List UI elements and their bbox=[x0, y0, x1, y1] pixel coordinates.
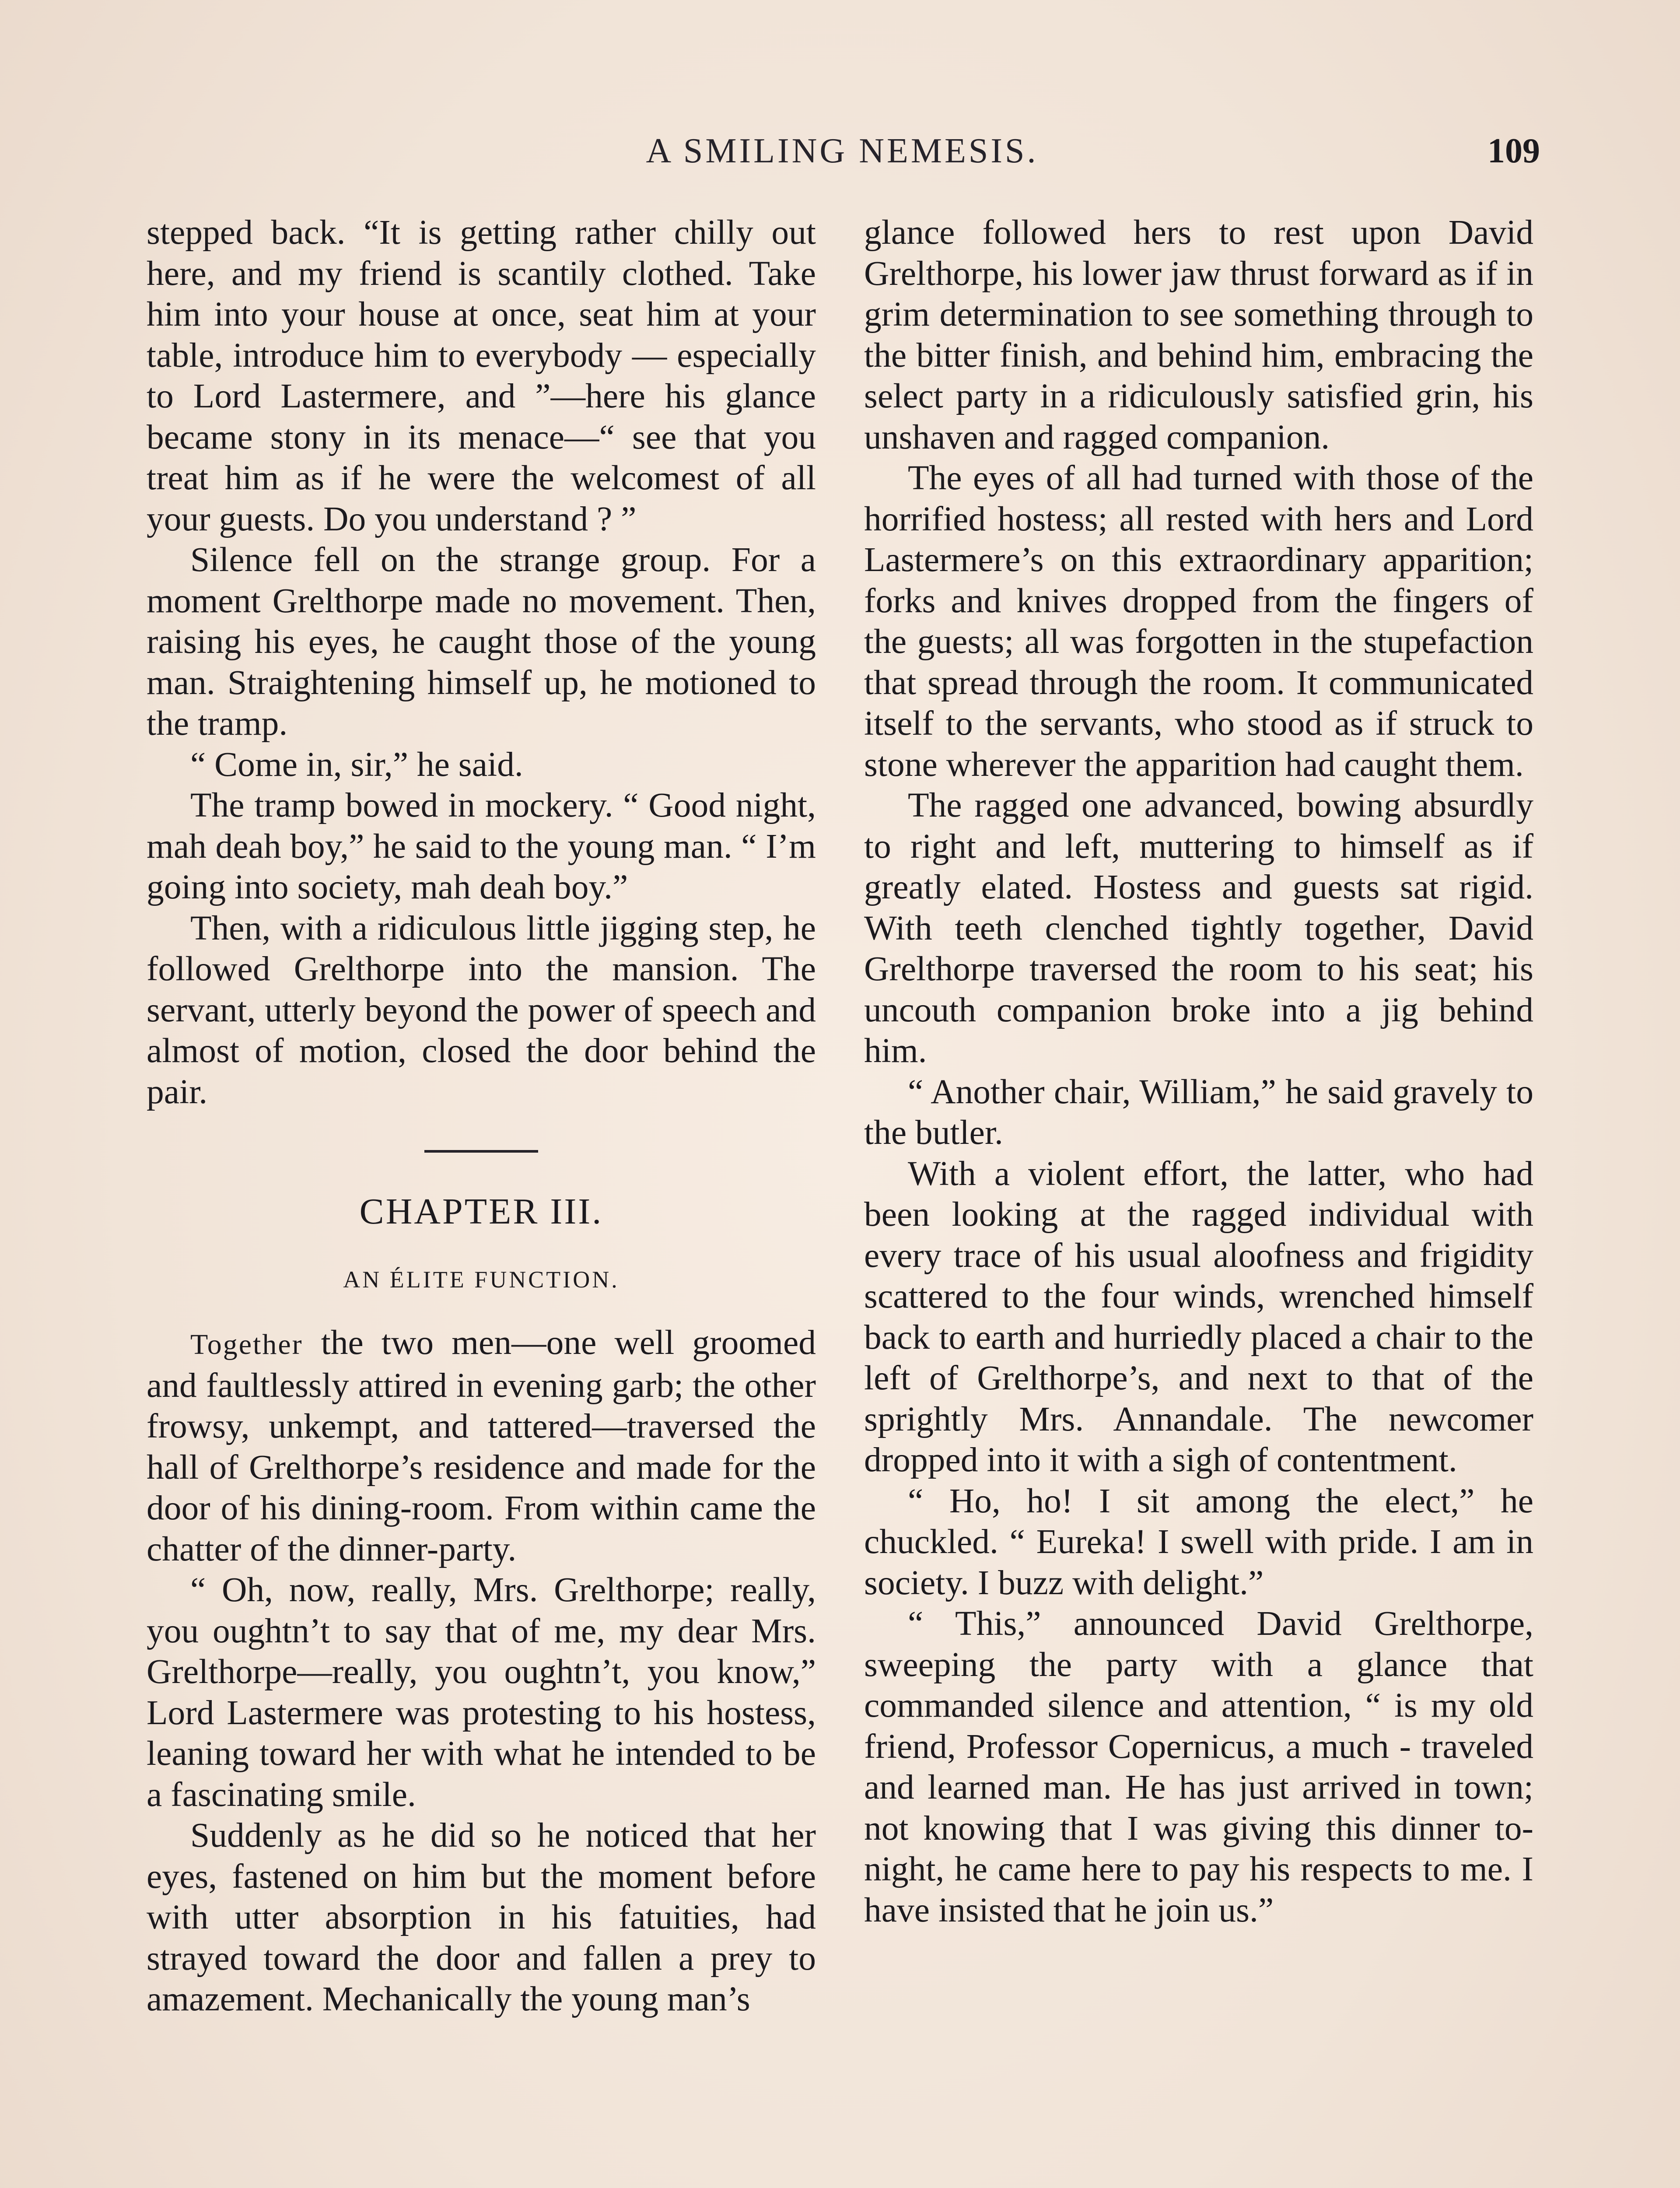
paragraph: Then, with a ridiculous little jigging step, he followed Grelthorpe into the mansion. The servant, utterly beyond the power of speech and almost of motion, closed the door behind the pair. bbox=[147, 908, 816, 1111]
paragraph: “ Come in, sir,” he said. bbox=[190, 745, 523, 784]
paragraph: With a violent effort, the latter, who had been looking at the ragged individual with every trace of his usual aloofness and frigidity scattered to the four winds, wrenched himself back to earth and hurriedly placed a chair to the left of Grelthorpe’s, and next to that of the sprightly Mrs. Annandale. The newcomer dropped into it with a sigh of contentment. bbox=[864, 1154, 1533, 1479]
page-number: 109 bbox=[1488, 132, 1540, 170]
paragraph: glance followed hers to rest upon David Grelthorpe, his lower jaw thrust forward as if in grim determination to see something through to the bitter finish, and behind him, embracing the select party in a ridiculously satisfied grin, his unshaven and ragged companion. bbox=[864, 213, 1533, 456]
chapter-subtitle: AN ÉLITE FUNCTION. bbox=[343, 1266, 620, 1293]
paragraph bbox=[147, 1322, 816, 1570]
paragraph: The ragged one advanced, bowing absurdly to right and left, muttering to himself as if greatly elated. Hostess and guests sat rigid. With teeth clenched tightly together, David Grelthorpe traversed the room to his seat; his uncouth companion broke into a jig behind him. bbox=[864, 786, 1533, 1070]
chapter-title: CHAPTER III. bbox=[359, 1191, 603, 1232]
paragraph: Silence fell on the strange group. For a moment Grelthorpe made no movement. Then, raising his eyes, he caught those of the young man. Straightening himself up, he motioned to the tramp. bbox=[147, 540, 816, 743]
paragraph: “ Oh, now, really, Mrs. Grelthorpe; really, you oughtn’t to say that of me, my dear Mrs. Grelthorpe—really, you oughtn’t, you know,” Lord Lastermere was protesting to his hostess, leaning toward her with what he intended to be a fascinating smile. bbox=[147, 1571, 816, 1814]
paragraph: The eyes of all had turned with those of the horrified hostess; all rested with hers and Lord Lastermere’s on this extraordinary apparition; forks and knives dropped from the fingers of the guests; all was forgotten in the stupefaction that spread through the room. It communicated itself to the servants, who stood as if struck to stone wherever the apparition had caught them. bbox=[864, 459, 1533, 784]
paragraph-text: the two men—one well groomed and faultlessly attired in evening garb; the other frowsy, unkempt, and tattered—traversed the hall of Grelthorpe’s residence and made for the door of his dining-room. From within came the chatter of the dinner-party. bbox=[147, 1323, 816, 1568]
right-column bbox=[864, 212, 1533, 1931]
left-column bbox=[147, 212, 816, 2020]
running-title: A SMILING NEMESIS. bbox=[646, 132, 1039, 170]
paragraph: Suddenly as he did so he noticed that her eyes, fastened on him but the moment before with utter absorption in his fatuities, had strayed toward the door and fallen a prey to amazement. Mechanically the young man’s bbox=[147, 1816, 816, 2018]
paragraph: stepped back. “It is getting rather chilly out here, and my friend is scantily clothed. Take him into your house at once, seat him at your table, introduce him to everybody — especially to Lord Lastermere, and ”—here his glance became stony in its menace—“ see that you treat him as if he were the welcomest of all your guests. Do you understand ? ” bbox=[147, 213, 816, 538]
paragraph: The tramp bowed in mockery. “ Good night, mah deah boy,” he said to the young man. “ I’m going into society, mah deah boy.” bbox=[147, 786, 816, 906]
paragraph: “ This,” announced David Grelthorpe, sweeping the party with a glance that commanded silence and attention, “ is my old friend, Professor Copernicus, a much - traveled and learned man. He has just arrived in town; not knowing that I was giving this dinner to-night, he came here to pay his respects to me. I have insisted that he join us.” bbox=[864, 1604, 1533, 1929]
chapter-opening-word: Together bbox=[190, 1329, 303, 1360]
section-divider bbox=[424, 1150, 538, 1153]
paragraph: “ Another chair, William,” he said gravely to the butler. bbox=[864, 1072, 1533, 1152]
paragraph: “ Ho, ho! I sit among the elect,” he chuckled. “ Eureka! I swell with pride. I am in society. I buzz with delight.” bbox=[864, 1481, 1533, 1602]
page-header bbox=[144, 131, 1540, 179]
